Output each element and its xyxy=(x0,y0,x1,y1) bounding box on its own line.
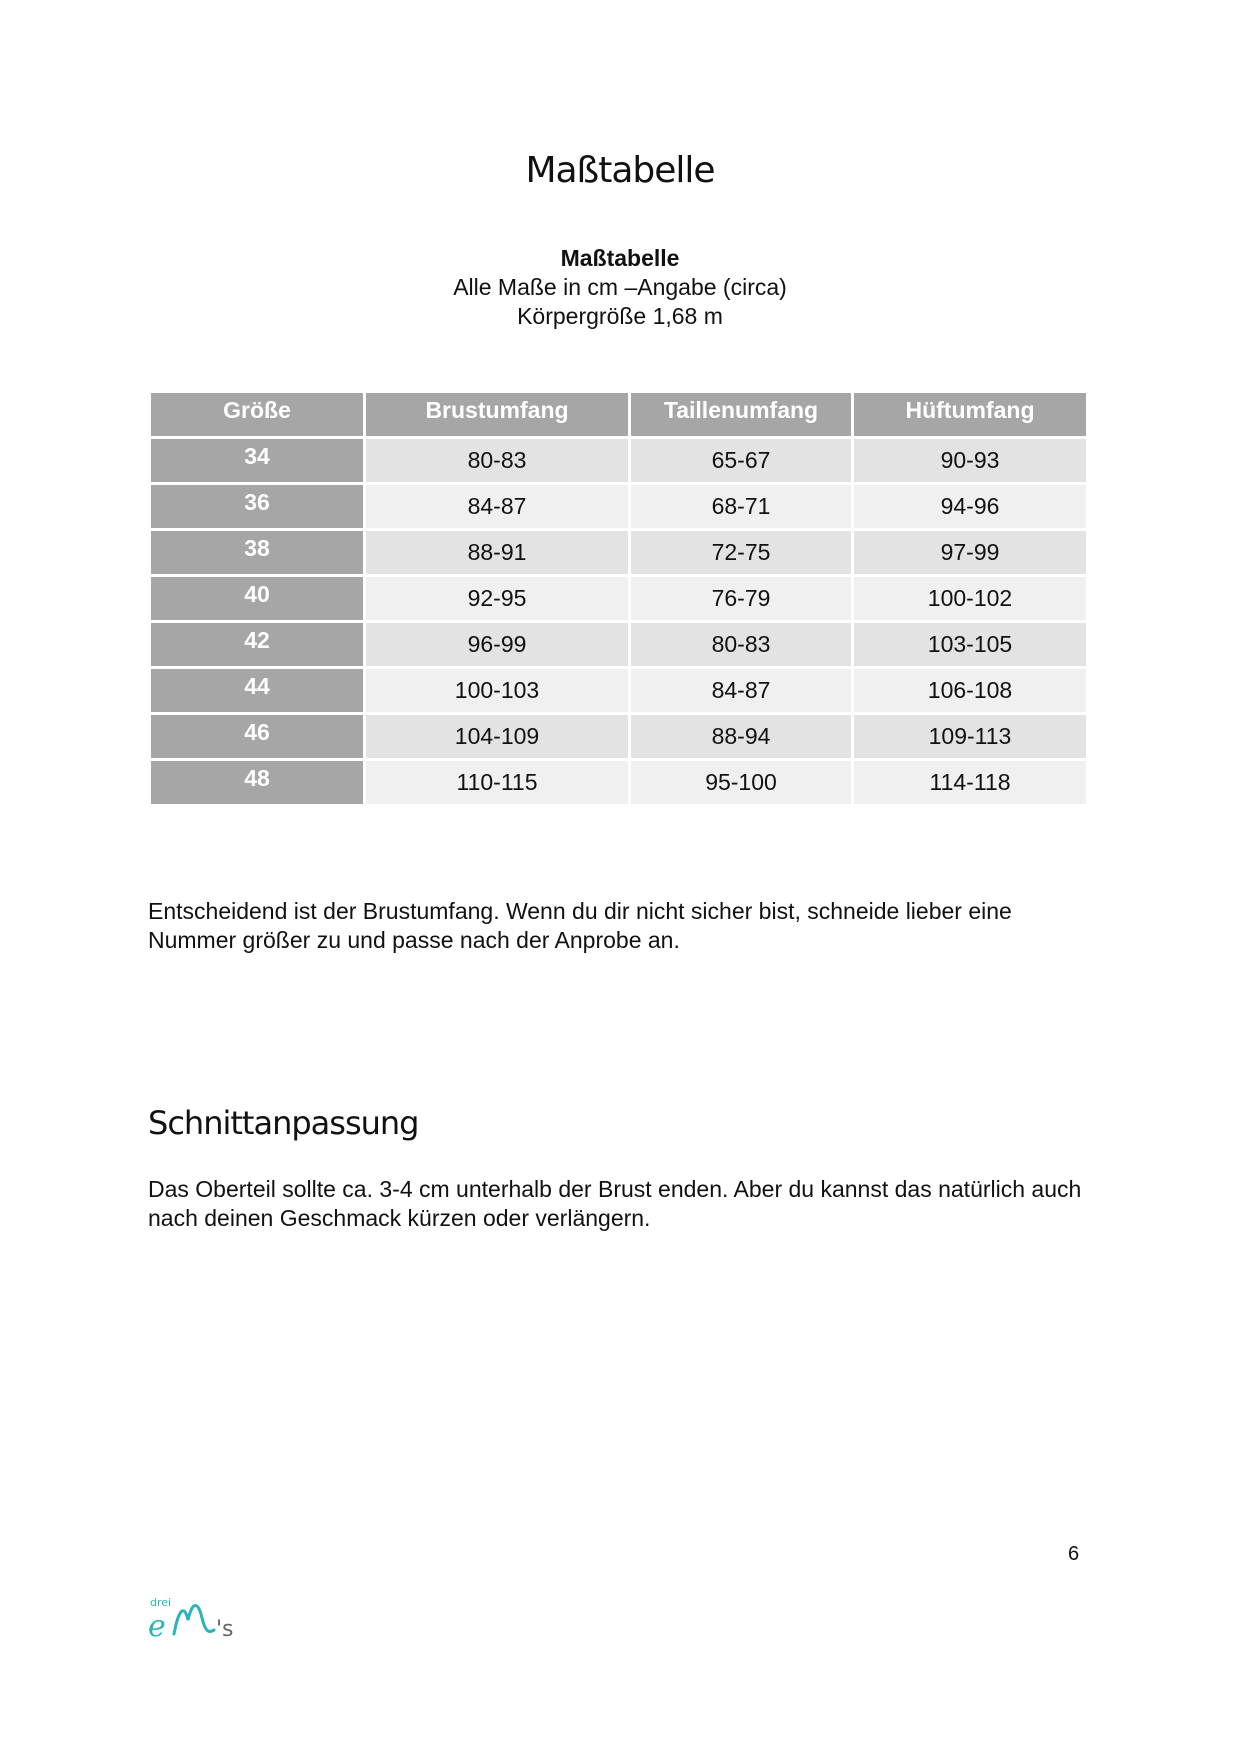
header-bust: Brustumfang xyxy=(366,393,628,436)
waist-cell: 95-100 xyxy=(631,761,851,804)
table-row xyxy=(151,485,1086,528)
hip-cell: 109-113 xyxy=(854,715,1086,758)
waist-cell: 76-79 xyxy=(631,577,851,620)
bust-cell: 80-83 xyxy=(366,439,628,482)
brand-logo xyxy=(148,1590,248,1650)
table-row xyxy=(151,439,1086,482)
size-cell: 40 xyxy=(151,577,363,620)
size-cell: 42 xyxy=(151,623,363,666)
waist-cell: 84-87 xyxy=(631,669,851,712)
waist-cell: 68-71 xyxy=(631,485,851,528)
table-header-row xyxy=(151,393,1086,436)
table-row xyxy=(151,531,1086,574)
table-caption-units: Alle Maße in cm –Angabe (circa) xyxy=(453,274,787,300)
hip-cell: 114-118 xyxy=(854,761,1086,804)
header-hip: Hüftumfang xyxy=(854,393,1086,436)
table-caption xyxy=(0,244,1240,331)
size-cell: 48 xyxy=(151,761,363,804)
page-number: 6 xyxy=(1068,1543,1080,1565)
hip-cell: 106-108 xyxy=(854,669,1086,712)
size-table xyxy=(148,390,1089,807)
table-row xyxy=(151,715,1086,758)
hip-cell: 90-93 xyxy=(854,439,1086,482)
waist-cell: 88-94 xyxy=(631,715,851,758)
bust-cell: 100-103 xyxy=(366,669,628,712)
bust-cell: 84-87 xyxy=(366,485,628,528)
bust-cell: 92-95 xyxy=(366,577,628,620)
table-caption-title: Maßtabelle xyxy=(560,245,680,271)
svg-text:'s: 's xyxy=(216,1617,234,1642)
table-row xyxy=(151,761,1086,804)
hip-cell: 97-99 xyxy=(854,531,1086,574)
size-cell: 44 xyxy=(151,669,363,712)
header-size: Größe xyxy=(151,393,363,436)
bust-cell: 96-99 xyxy=(366,623,628,666)
hip-cell: 94-96 xyxy=(854,485,1086,528)
waist-cell: 80-83 xyxy=(631,623,851,666)
waist-cell: 72-75 xyxy=(631,531,851,574)
table-row xyxy=(151,623,1086,666)
note-paragraph: Entscheidend ist der Brustumfang. Wenn du dir nicht sicher bist, schneide lieber eine Nummer größer zu und passe nach der Anprobe an. xyxy=(148,898,1012,953)
svg-text:drei: drei xyxy=(150,1596,172,1609)
page-title: Maßtabelle xyxy=(525,150,715,191)
hip-cell: 103-105 xyxy=(854,623,1086,666)
bust-cell: 110-115 xyxy=(366,761,628,804)
section-paragraph: Das Oberteil sollte ca. 3-4 cm unterhalb der Brust enden. Aber du kannst das natürlich auch nach deinen Geschmack kürzen oder verlängern. xyxy=(148,1176,1082,1231)
size-cell: 46 xyxy=(151,715,363,758)
table-caption-height: Körpergröße 1,68 m xyxy=(517,303,723,329)
size-cell: 36 xyxy=(151,485,363,528)
bust-cell: 104-109 xyxy=(366,715,628,758)
table-row xyxy=(151,669,1086,712)
table-row xyxy=(151,577,1086,620)
waist-cell: 65-67 xyxy=(631,439,851,482)
hip-cell: 100-102 xyxy=(854,577,1086,620)
size-cell: 38 xyxy=(151,531,363,574)
svg-text:e: e xyxy=(148,1609,166,1644)
size-cell: 34 xyxy=(151,439,363,482)
header-waist: Taillenumfang xyxy=(631,393,851,436)
bust-cell: 88-91 xyxy=(366,531,628,574)
section-heading: Schnittanpassung xyxy=(148,1104,419,1142)
